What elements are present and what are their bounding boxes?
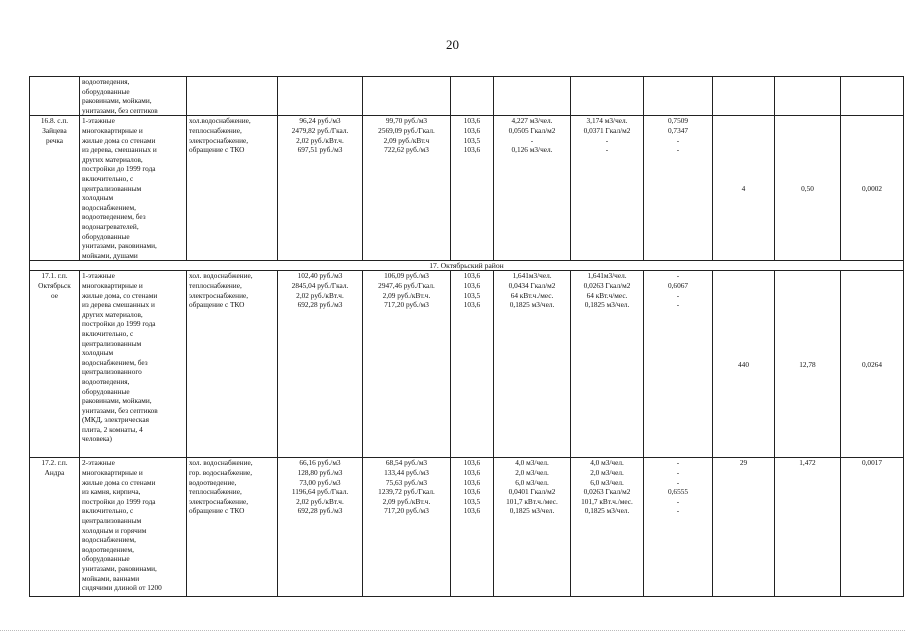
description-line: постройки до 1999 года (82, 319, 156, 329)
name-line: речка (45, 135, 64, 145)
index-line: 103,5 (463, 135, 481, 145)
description-line: постройки до 1999 года (82, 496, 156, 506)
description-line: водоотведения, (82, 77, 130, 86)
tariff_old-line: 2479,82 руб./Гкал. (291, 125, 349, 135)
description-line: жилые дома, со стенами (82, 290, 158, 300)
cell-coef (644, 77, 713, 116)
description-line: жилые дома со стенами (82, 135, 156, 145)
cell-tariff_old (278, 116, 363, 261)
coef-line: - (676, 271, 680, 281)
cell-col12: 0,0264 (841, 271, 904, 458)
norm_new-line: - (605, 135, 609, 145)
norm_old-line: 64 кВт.ч./мес. (510, 290, 554, 300)
tariff_new-line: 106,09 руб./м3 (384, 271, 429, 281)
coef-line: - (676, 135, 680, 145)
norm_old-line: 4,0 м3/чел. (515, 458, 549, 468)
description-line: водоотведением, без (82, 212, 146, 222)
coef-line: 0,7509 (667, 116, 689, 126)
index-line: 103,6 (463, 477, 481, 487)
district-heading-row (30, 261, 904, 271)
tariff-table (29, 76, 904, 597)
cell-description (80, 271, 187, 458)
tariff_new-line: 2,09 руб./кВт.ч (383, 135, 430, 145)
description-line: раковинами, мойками, (82, 396, 152, 406)
tariff_new-line: 99,70 руб./м3 (385, 116, 428, 126)
cell-tariff_new (363, 116, 451, 261)
description-line: многоквартирные и (82, 467, 143, 477)
description-line: водоотведения, (82, 376, 130, 386)
description-line: централизованным (82, 338, 142, 348)
table-row (30, 77, 904, 116)
norm_new-line: 0,1825 м3/чел. (584, 300, 630, 310)
description-line: 1-этажные (82, 271, 115, 281)
services-line: теплоснабжение, (189, 280, 242, 290)
table-row (30, 116, 904, 261)
coef-line: 0,6067 (667, 280, 689, 290)
description-line: унитазами, раковинами, (82, 563, 157, 573)
norm_old-line: 0,0505 Гкал/м2 (508, 125, 556, 135)
description-line: постройки до 1999 года (82, 164, 156, 174)
coef-line: - (676, 458, 680, 468)
index-line: 103,6 (463, 300, 481, 310)
index-line: 103,6 (463, 467, 481, 477)
tariff_new-line: 722,62 руб./м3 (384, 145, 429, 155)
cell-description (80, 458, 187, 597)
coef-line: - (676, 496, 680, 506)
description-line: из дерева смешанных и (82, 300, 155, 310)
tariff_old-line: 2,02 руб./кВт.ч. (296, 290, 344, 300)
cell-tariff_old (278, 77, 363, 116)
tariff_old-line: 697,51 руб./м3 (297, 145, 343, 155)
cell-col12: 0,0017 (841, 458, 904, 597)
description-line: водонагревателей, (82, 221, 139, 231)
description-line: многоквартирные и (82, 280, 143, 290)
norm_new-line: 4,0 м3/чел. (590, 458, 624, 468)
cell-index (451, 458, 494, 597)
description-line: других материалов, (82, 309, 143, 319)
tariff_old-line: 128,80 руб./м3 (297, 467, 343, 477)
tariff_new-line: 1239,72 руб./Гкал. (378, 487, 435, 497)
cell-services (187, 458, 278, 597)
description-line: включительно, с (82, 173, 134, 183)
description-line: централизованным (82, 183, 142, 193)
tariff_new-line: 2947,46 руб./Гкал. (378, 280, 435, 290)
cell-coef (644, 271, 713, 458)
tariff_old-line: 692,28 руб./м3 (297, 506, 343, 516)
description-line: водоснабжением, без (82, 357, 148, 367)
tariff_new-line: 68,54 руб./м3 (385, 458, 428, 468)
description-line: холодным и горячим (82, 525, 147, 535)
description-line: (МКД, электрическая (82, 415, 149, 425)
name-line: Андра (44, 467, 65, 477)
tariff_old-line: 102,40 руб./м3 (297, 271, 343, 281)
description-line: сидячими длиной от 1200 (82, 583, 162, 593)
cell-count: 440 (713, 271, 775, 458)
cell-norm_new (571, 116, 644, 261)
cell-index (451, 271, 494, 458)
tariff_new-line: 717,20 руб./м3 (384, 506, 429, 516)
norm_old-line: 0,126 м3/чел. (511, 145, 553, 155)
name-line: Октябрьск (38, 280, 71, 290)
cell-services (187, 271, 278, 458)
norm_old-line: 0,0434 Гкал/м2 (508, 280, 556, 290)
description-line: других материалов, (82, 154, 143, 164)
tariff_old-line: 73,00 руб./м3 (299, 477, 341, 487)
services-line: водоотведение, (189, 477, 237, 487)
norm_old-line: 101,7 кВт.ч./мес. (506, 496, 558, 506)
cell-col11: 0,50 (775, 116, 841, 261)
description-line: 1-этажные (82, 116, 115, 126)
services-line: электроснабжение, (189, 290, 249, 300)
norm_old-line: - (530, 135, 534, 145)
index-line: 103,6 (463, 280, 481, 290)
cell-col12: 0,0002 (841, 116, 904, 261)
tariff_new-line: 133,44 руб./м3 (384, 467, 429, 477)
cell-coef (644, 116, 713, 261)
description-line: водоснабжением, (82, 535, 136, 545)
norm_old-line: 4,227 м3/чел. (511, 116, 553, 126)
cell-norm_new (571, 271, 644, 458)
description-line: мойками, душами (82, 250, 138, 260)
description-line: водоснабжением, (82, 202, 136, 212)
index-line: 103,6 (463, 458, 481, 468)
description-line: оборудованные (82, 231, 130, 241)
cell-tariff_new (363, 271, 451, 458)
cell-col12 (841, 77, 904, 116)
cell-norm_old (494, 458, 571, 597)
description-line: из дерева, смешанных и (82, 145, 157, 155)
description-line: унитазами, раковинами, (82, 241, 157, 251)
coef-line: 0,6555 (667, 487, 689, 497)
cell-count (713, 77, 775, 116)
norm_old-line: 0,1825 м3/чел. (509, 300, 555, 310)
services-line: хол. водоснабжение, (189, 271, 253, 281)
services-line: хол. водоснабжение, (189, 458, 253, 468)
index-line: 103,6 (463, 145, 481, 155)
description-line: раковинами, мойками, (82, 96, 152, 106)
description-line: плита, 2 комнаты, 4 (82, 424, 143, 434)
norm_new-line: 0,0263 Гкал/м2 (583, 487, 631, 497)
description-line: унитазами, без септиков (82, 105, 158, 115)
coef-line: - (676, 506, 680, 516)
cell-tariff_old (278, 458, 363, 597)
description-line: 2-этажные (82, 458, 115, 468)
description-line: человека) (82, 434, 112, 444)
norm_new-line: 6,0 м3/чел. (590, 477, 624, 487)
cell-norm_old (494, 271, 571, 458)
coef-line: 0,7347 (667, 125, 689, 135)
cell-tariff_old (278, 271, 363, 458)
tariff_new-line: 717,20 руб./м3 (384, 300, 429, 310)
cell-description (80, 116, 187, 261)
norm_new-line: 64 кВт.ч/мес. (586, 290, 628, 300)
cell-description (80, 77, 187, 116)
norm_old-line: 0,1825 м3/чел. (509, 506, 555, 516)
tariff_new-line: 2,09 руб./кВт.ч. (382, 290, 431, 300)
cell-index (451, 116, 494, 261)
cell-coef (644, 458, 713, 597)
page-number: 20 (446, 37, 459, 52)
description-line: оборудованные (82, 386, 130, 396)
name-line: 16.8. с.п. (40, 116, 69, 126)
cell-col11: 1,472 (775, 458, 841, 597)
description-line: холодным (82, 348, 114, 358)
tariff_old-line: 692,28 руб./м3 (297, 300, 343, 310)
cell-services (187, 77, 278, 116)
district-heading: 17. Октябрьский район (30, 261, 904, 271)
index-line: 103,5 (463, 290, 481, 300)
tariff_new-line: 75,63 руб./м3 (385, 477, 428, 487)
description-line: унитазами, без септиков (82, 405, 158, 415)
cell-tariff_new (363, 77, 451, 116)
description-line: из камня, кирпича, (82, 487, 141, 497)
cell-name (30, 116, 80, 261)
norm_old-line: 0,0401 Гкал/м2 (508, 487, 556, 497)
norm_new-line: 0,0371 Гкал/м2 (583, 125, 631, 135)
cell-name (30, 77, 80, 116)
norm_old-line: 2,0 м3/чел. (515, 467, 549, 477)
services-line: электроснабжение, (189, 135, 249, 145)
index-line: 103,6 (463, 116, 481, 126)
name-line: ое (51, 290, 58, 300)
index-line: 103,5 (463, 496, 481, 506)
norm_new-line: 1,641м3/чел. (587, 271, 627, 281)
tariff_old-line: 2,02 руб./кВт.ч. (296, 135, 344, 145)
norm_new-line: 2,0 м3/чел. (590, 467, 624, 477)
services-line: обращение с ТКО (189, 300, 245, 310)
name-line: Зайцева (42, 125, 67, 135)
table-row (30, 271, 904, 458)
coef-line: - (676, 290, 680, 300)
norm_new-line: 0,0263 Гкал/м2 (583, 280, 631, 290)
description-line: включительно, с (82, 328, 134, 338)
cell-norm_old (494, 116, 571, 261)
scan-edge-line (0, 630, 905, 632)
tariff_old-line: 1196,64 руб./Гкал. (291, 487, 349, 497)
services-line: хол.водоснабжение, (189, 116, 251, 126)
tariff_new-line: 2,09 руб./кВт.ч. (382, 496, 431, 506)
tariff_old-line: 2845,04 руб./Гкал. (291, 280, 349, 290)
norm_new-line: - (605, 145, 609, 155)
services-line: обращение с ТКО (189, 506, 245, 516)
tariff_old-line: 96,24 руб./м3 (299, 116, 341, 126)
tariff_old-line: 66,16 руб./м3 (299, 458, 341, 468)
cell-count: 29 (713, 458, 775, 597)
table-row (30, 458, 904, 597)
cell-tariff_new (363, 458, 451, 597)
cell-norm_new (571, 458, 644, 597)
services-line: обращение с ТКО (189, 145, 245, 155)
cell-col11: 12,78 (775, 271, 841, 458)
description-line: холодным (82, 193, 114, 203)
description-line: включительно, с (82, 506, 134, 516)
index-line: 103,6 (463, 125, 481, 135)
services-line: электроснабжение, (189, 496, 249, 506)
index-line: 103,6 (463, 271, 481, 281)
services-line: теплоснабжение, (189, 487, 242, 497)
description-line: мойками, ваннами (82, 573, 140, 583)
norm_old-line: 6,0 м3/чел. (515, 477, 549, 487)
description-line: жилые дома со стенами (82, 477, 156, 487)
tariff_old-line: 2,02 руб./кВт.ч. (296, 496, 344, 506)
description-line: централизованным (82, 515, 142, 525)
services-line: теплоснабжение, (189, 125, 242, 135)
coef-line: - (676, 477, 680, 487)
cell-name (30, 271, 80, 458)
cell-index (451, 77, 494, 116)
cell-col11 (775, 77, 841, 116)
coef-line: - (676, 467, 680, 477)
index-line: 103,6 (463, 506, 481, 516)
norm_old-line: 1,641м3/чел. (512, 271, 552, 281)
norm_new-line: 0,1825 м3/чел. (584, 506, 630, 516)
description-line: водоотведением, (82, 544, 134, 554)
index-line: 103,6 (463, 487, 481, 497)
coef-line: - (676, 300, 680, 310)
norm_new-line: 101,7 кВт.ч./мес. (581, 496, 633, 506)
services-line: гор. водоснабжение, (189, 467, 253, 477)
tariff_new-line: 2569,09 руб./Гкал. (378, 125, 435, 135)
cell-name (30, 458, 80, 597)
description-line: оборудованные (82, 86, 130, 96)
coef-line: - (676, 145, 680, 155)
description-line: централизованного (82, 367, 142, 377)
description-line: оборудованные (82, 554, 130, 564)
cell-norm_old (494, 77, 571, 116)
cell-count: 4 (713, 116, 775, 261)
cell-norm_new (571, 77, 644, 116)
name-line: 17.2. г.п. (41, 458, 68, 468)
description-line: многоквартирные и (82, 125, 143, 135)
name-line: 17.1. г.п. (41, 271, 68, 281)
norm_new-line: 3,174 м3/чел. (586, 116, 628, 126)
cell-services (187, 116, 278, 261)
